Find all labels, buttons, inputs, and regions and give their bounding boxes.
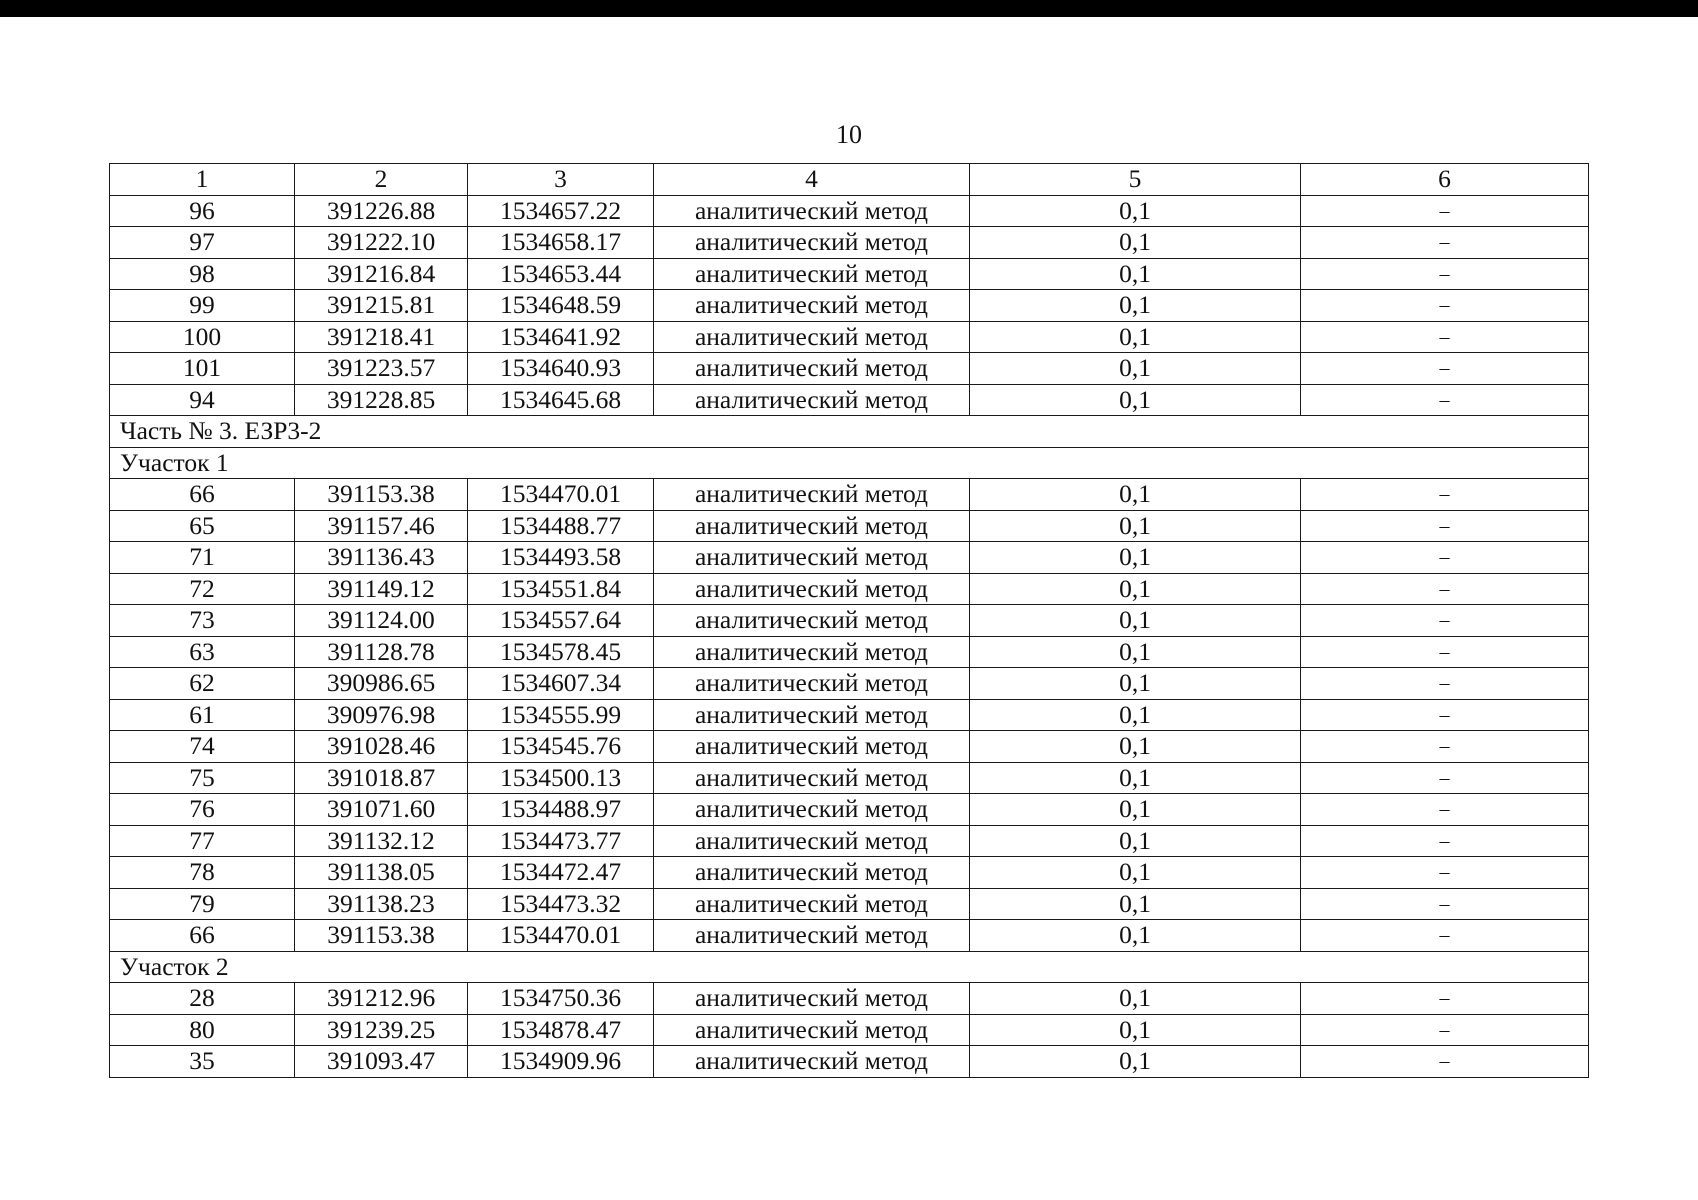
note-cell: – (1301, 227, 1589, 259)
table-row (110, 794, 1589, 826)
method-cell: аналитический метод (654, 731, 970, 763)
x-coordinate-cell: 391136.43 (295, 542, 468, 574)
note-cell: – (1301, 857, 1589, 889)
method-cell: аналитический метод (654, 668, 970, 700)
y-coordinate-cell: 1534648.59 (468, 290, 654, 322)
note-cell: – (1301, 825, 1589, 857)
y-coordinate-cell: 1534657.22 (468, 195, 654, 227)
y-coordinate-cell: 1534500.13 (468, 762, 654, 794)
accuracy-cell: 0,1 (970, 888, 1301, 920)
note-cell: – (1301, 888, 1589, 920)
method-cell: аналитический метод (654, 699, 970, 731)
x-coordinate-cell: 391153.38 (295, 920, 468, 952)
y-coordinate-cell: 1534641.92 (468, 321, 654, 353)
accuracy-cell: 0,1 (970, 227, 1301, 259)
point-number-cell: 66 (110, 479, 295, 511)
method-cell: аналитический метод (654, 1014, 970, 1046)
table-row (110, 290, 1589, 322)
y-coordinate-cell: 1534488.77 (468, 510, 654, 542)
method-cell: аналитический метод (654, 258, 970, 290)
point-number-cell: 97 (110, 227, 295, 259)
table-row (110, 983, 1589, 1015)
note-cell: – (1301, 510, 1589, 542)
method-cell: аналитический метод (654, 542, 970, 574)
x-coordinate-cell: 391223.57 (295, 353, 468, 385)
x-coordinate-cell: 391018.87 (295, 762, 468, 794)
point-number-cell: 28 (110, 983, 295, 1015)
accuracy-cell: 0,1 (970, 731, 1301, 763)
note-cell: – (1301, 321, 1589, 353)
table-row (110, 195, 1589, 227)
method-cell: аналитический метод (654, 227, 970, 259)
note-cell: – (1301, 983, 1589, 1015)
page-number: 10 (836, 120, 862, 149)
point-number-cell: 62 (110, 668, 295, 700)
point-number-cell: 79 (110, 888, 295, 920)
note-cell: – (1301, 195, 1589, 227)
y-coordinate-cell: 1534551.84 (468, 573, 654, 605)
x-coordinate-cell: 391138.23 (295, 888, 468, 920)
table-row (110, 825, 1589, 857)
note-cell: – (1301, 668, 1589, 700)
table-row (110, 542, 1589, 574)
y-coordinate-cell: 1534750.36 (468, 983, 654, 1015)
y-coordinate-cell: 1534473.32 (468, 888, 654, 920)
y-coordinate-cell: 1534645.68 (468, 384, 654, 416)
x-coordinate-cell: 391226.88 (295, 195, 468, 227)
table-row (110, 888, 1589, 920)
accuracy-cell: 0,1 (970, 321, 1301, 353)
accuracy-cell: 0,1 (970, 290, 1301, 322)
accuracy-cell: 0,1 (970, 573, 1301, 605)
column-header: 5 (970, 164, 1301, 196)
point-number-cell: 100 (110, 321, 295, 353)
point-number-cell: 61 (110, 699, 295, 731)
accuracy-cell: 0,1 (970, 825, 1301, 857)
column-header: 1 (110, 164, 295, 196)
scan-top-border (0, 0, 1698, 17)
x-coordinate-cell: 391149.12 (295, 573, 468, 605)
method-cell: аналитический метод (654, 762, 970, 794)
method-cell: аналитический метод (654, 321, 970, 353)
accuracy-cell: 0,1 (970, 258, 1301, 290)
x-coordinate-cell: 391128.78 (295, 636, 468, 668)
method-cell: аналитический метод (654, 605, 970, 637)
x-coordinate-cell: 391228.85 (295, 384, 468, 416)
table-row (110, 920, 1589, 952)
y-coordinate-cell: 1534557.64 (468, 605, 654, 637)
method-cell: аналитический метод (654, 1046, 970, 1078)
table-row (110, 384, 1589, 416)
note-cell: – (1301, 920, 1589, 952)
method-cell: аналитический метод (654, 195, 970, 227)
point-number-cell: 94 (110, 384, 295, 416)
note-cell: – (1301, 605, 1589, 637)
accuracy-cell: 0,1 (970, 1046, 1301, 1078)
y-coordinate-cell: 1534488.97 (468, 794, 654, 826)
accuracy-cell: 0,1 (970, 542, 1301, 574)
accuracy-cell: 0,1 (970, 510, 1301, 542)
y-coordinate-cell: 1534658.17 (468, 227, 654, 259)
accuracy-cell: 0,1 (970, 668, 1301, 700)
table-row (110, 510, 1589, 542)
point-number-cell: 76 (110, 794, 295, 826)
accuracy-cell: 0,1 (970, 479, 1301, 511)
note-cell: – (1301, 573, 1589, 605)
point-number-cell: 101 (110, 353, 295, 385)
method-cell: аналитический метод (654, 479, 970, 511)
coordinates-table (109, 163, 1589, 1078)
note-cell: – (1301, 542, 1589, 574)
method-cell: аналитический метод (654, 825, 970, 857)
accuracy-cell: 0,1 (970, 384, 1301, 416)
note-cell: – (1301, 384, 1589, 416)
accuracy-cell: 0,1 (970, 353, 1301, 385)
method-cell: аналитический метод (654, 353, 970, 385)
column-header: 4 (654, 164, 970, 196)
y-coordinate-cell: 1534470.01 (468, 920, 654, 952)
table-row (110, 258, 1589, 290)
x-coordinate-cell: 391212.96 (295, 983, 468, 1015)
section-row (110, 416, 1589, 448)
note-cell: – (1301, 1014, 1589, 1046)
note-cell: – (1301, 794, 1589, 826)
method-cell: аналитический метод (654, 794, 970, 826)
x-coordinate-cell: 391157.46 (295, 510, 468, 542)
y-coordinate-cell: 1534640.93 (468, 353, 654, 385)
y-coordinate-cell: 1534653.44 (468, 258, 654, 290)
method-cell: аналитический метод (654, 983, 970, 1015)
x-coordinate-cell: 391138.05 (295, 857, 468, 889)
x-coordinate-cell: 391218.41 (295, 321, 468, 353)
point-number-cell: 98 (110, 258, 295, 290)
table-row (110, 668, 1589, 700)
method-cell: аналитический метод (654, 888, 970, 920)
note-cell: – (1301, 731, 1589, 763)
accuracy-cell: 0,1 (970, 983, 1301, 1015)
method-cell: аналитический метод (654, 384, 970, 416)
table-row (110, 479, 1589, 511)
table-row (110, 857, 1589, 889)
x-coordinate-cell: 391222.10 (295, 227, 468, 259)
method-cell: аналитический метод (654, 857, 970, 889)
x-coordinate-cell: 390976.98 (295, 699, 468, 731)
y-coordinate-cell: 1534878.47 (468, 1014, 654, 1046)
table-row (110, 1046, 1589, 1078)
x-coordinate-cell: 391028.46 (295, 731, 468, 763)
point-number-cell: 78 (110, 857, 295, 889)
note-cell: – (1301, 353, 1589, 385)
note-cell: – (1301, 1046, 1589, 1078)
x-coordinate-cell: 391216.84 (295, 258, 468, 290)
column-header: 6 (1301, 164, 1589, 196)
accuracy-cell: 0,1 (970, 699, 1301, 731)
point-number-cell: 77 (110, 825, 295, 857)
accuracy-cell: 0,1 (970, 1014, 1301, 1046)
accuracy-cell: 0,1 (970, 857, 1301, 889)
accuracy-cell: 0,1 (970, 762, 1301, 794)
column-header: 2 (295, 164, 468, 196)
point-number-cell: 35 (110, 1046, 295, 1078)
method-cell: аналитический метод (654, 636, 970, 668)
column-header: 3 (468, 164, 654, 196)
x-coordinate-cell: 390986.65 (295, 668, 468, 700)
x-coordinate-cell: 391132.12 (295, 825, 468, 857)
point-number-cell: 96 (110, 195, 295, 227)
table-header-row (110, 164, 1589, 196)
method-cell: аналитический метод (654, 290, 970, 322)
section-row (110, 447, 1589, 479)
point-number-cell: 65 (110, 510, 295, 542)
table-row (110, 1014, 1589, 1046)
table-row (110, 636, 1589, 668)
table-row (110, 605, 1589, 637)
accuracy-cell: 0,1 (970, 636, 1301, 668)
note-cell: – (1301, 636, 1589, 668)
table-row (110, 353, 1589, 385)
table-row (110, 573, 1589, 605)
y-coordinate-cell: 1534578.45 (468, 636, 654, 668)
section-label: Участок 2 (110, 951, 1589, 983)
y-coordinate-cell: 1534473.77 (468, 825, 654, 857)
x-coordinate-cell: 391215.81 (295, 290, 468, 322)
x-coordinate-cell: 391093.47 (295, 1046, 468, 1078)
method-cell: аналитический метод (654, 573, 970, 605)
note-cell: – (1301, 258, 1589, 290)
table-body (110, 164, 1589, 1078)
point-number-cell: 80 (110, 1014, 295, 1046)
y-coordinate-cell: 1534909.96 (468, 1046, 654, 1078)
x-coordinate-cell: 391239.25 (295, 1014, 468, 1046)
section-row (110, 951, 1589, 983)
accuracy-cell: 0,1 (970, 920, 1301, 952)
table-row (110, 762, 1589, 794)
y-coordinate-cell: 1534472.47 (468, 857, 654, 889)
accuracy-cell: 0,1 (970, 794, 1301, 826)
point-number-cell: 71 (110, 542, 295, 574)
section-label: Часть № 3. ЕЗР3-2 (110, 416, 1589, 448)
point-number-cell: 72 (110, 573, 295, 605)
point-number-cell: 99 (110, 290, 295, 322)
x-coordinate-cell: 391071.60 (295, 794, 468, 826)
y-coordinate-cell: 1534545.76 (468, 731, 654, 763)
y-coordinate-cell: 1534607.34 (468, 668, 654, 700)
note-cell: – (1301, 699, 1589, 731)
point-number-cell: 74 (110, 731, 295, 763)
x-coordinate-cell: 391124.00 (295, 605, 468, 637)
note-cell: – (1301, 762, 1589, 794)
y-coordinate-cell: 1534470.01 (468, 479, 654, 511)
x-coordinate-cell: 391153.38 (295, 479, 468, 511)
note-cell: – (1301, 479, 1589, 511)
y-coordinate-cell: 1534555.99 (468, 699, 654, 731)
accuracy-cell: 0,1 (970, 605, 1301, 637)
point-number-cell: 73 (110, 605, 295, 637)
note-cell: – (1301, 290, 1589, 322)
method-cell: аналитический метод (654, 510, 970, 542)
point-number-cell: 75 (110, 762, 295, 794)
table-row (110, 731, 1589, 763)
method-cell: аналитический метод (654, 920, 970, 952)
point-number-cell: 66 (110, 920, 295, 952)
table-row (110, 227, 1589, 259)
accuracy-cell: 0,1 (970, 195, 1301, 227)
point-number-cell: 63 (110, 636, 295, 668)
section-label: Участок 1 (110, 447, 1589, 479)
table-row (110, 699, 1589, 731)
y-coordinate-cell: 1534493.58 (468, 542, 654, 574)
table-row (110, 321, 1589, 353)
